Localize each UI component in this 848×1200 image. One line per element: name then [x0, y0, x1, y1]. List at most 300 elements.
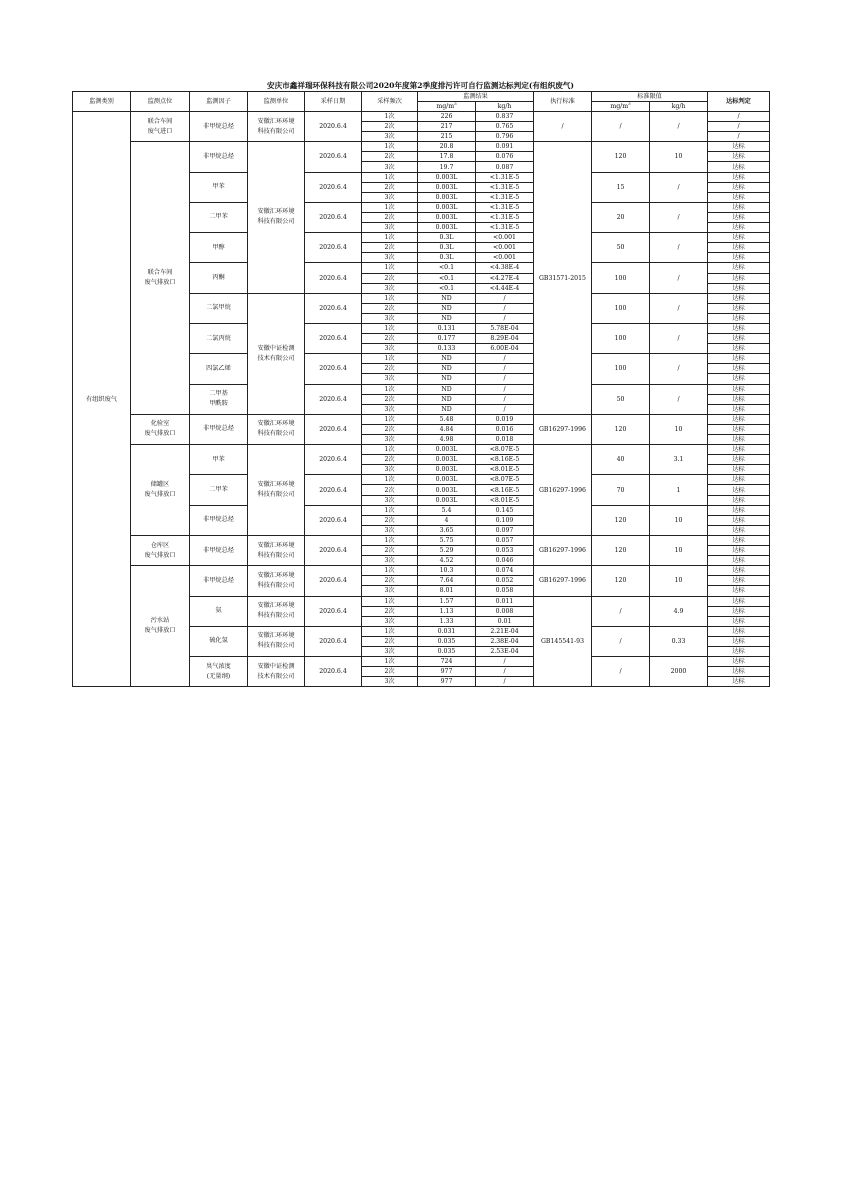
factor-cell: 硫化氢	[190, 626, 248, 656]
conc-cell: 0.003L	[418, 192, 476, 202]
point-cell: 联合车间 废气进口	[131, 112, 190, 142]
judge-cell: 达标	[708, 566, 770, 576]
conc-cell: 8.01	[418, 586, 476, 596]
freq-cell: 1次	[362, 142, 418, 152]
conc-cell: 0.003L	[418, 445, 476, 455]
date-cell: 2020.6.4	[305, 354, 362, 384]
conc-cell: 4.84	[418, 424, 476, 434]
judge-cell: 达标	[708, 172, 770, 182]
judge-cell: 达标	[708, 212, 770, 222]
rate-cell: /	[476, 657, 534, 667]
rate-cell: 0.008	[476, 606, 534, 616]
limit-rate-cell: /	[650, 112, 708, 142]
freq-cell: 3次	[362, 677, 418, 687]
unit-cell: 安徽汇环环境 科技有限公司	[248, 414, 305, 444]
conc-cell: 4.98	[418, 435, 476, 445]
judge-cell: 达标	[708, 445, 770, 455]
date-cell: 2020.6.4	[305, 112, 362, 142]
freq-cell: 1次	[362, 112, 418, 122]
limit-rate-cell: 0.33	[650, 626, 708, 656]
rate-cell: <8.07E-5	[476, 475, 534, 485]
judge-cell: 达标	[708, 515, 770, 525]
monitoring-table	[72, 91, 770, 687]
rate-cell: 0.011	[476, 596, 534, 606]
freq-cell: 3次	[362, 616, 418, 626]
factor-cell: 丙酮	[190, 263, 248, 293]
judge-cell: 达标	[708, 263, 770, 273]
date-cell: 2020.6.4	[305, 293, 362, 323]
limit-conc-cell: /	[592, 596, 650, 626]
judge-cell: 达标	[708, 596, 770, 606]
judge-cell: 达标	[708, 657, 770, 667]
limit-rate-cell: /	[650, 293, 708, 323]
freq-cell: 1次	[362, 354, 418, 364]
rate-cell: <0.001	[476, 243, 534, 253]
rate-cell: 0.109	[476, 515, 534, 525]
rate-cell: <4.44E-4	[476, 283, 534, 293]
date-cell: 2020.6.4	[305, 445, 362, 475]
conc-cell: 4	[418, 515, 476, 525]
unit-cell: 安徽汇环环境 科技有限公司	[248, 142, 305, 293]
judge-cell: 达标	[708, 485, 770, 495]
rate-cell: <8.16E-5	[476, 455, 534, 465]
rate-cell: 0.765	[476, 122, 534, 132]
factor-cell: 甲苯	[190, 445, 248, 475]
rate-cell: 0.091	[476, 142, 534, 152]
judge-cell: 达标	[708, 384, 770, 394]
judge-cell: 达标	[708, 586, 770, 596]
freq-cell: 2次	[362, 394, 418, 404]
conc-cell: 977	[418, 667, 476, 677]
conc-cell: 17.8	[418, 152, 476, 162]
unit-cell: 安徽汇环环境 科技有限公司	[248, 596, 305, 626]
judge-cell: 达标	[708, 546, 770, 556]
limit-rate-cell: 10	[650, 535, 708, 565]
conc-cell: 20.8	[418, 142, 476, 152]
judge-cell: 达标	[708, 475, 770, 485]
conc-cell: 19.7	[418, 162, 476, 172]
limit-conc-cell: 70	[592, 475, 650, 505]
judge-cell: 达标	[708, 142, 770, 152]
judge-cell: 达标	[708, 576, 770, 586]
limit-rate-cell: 1	[650, 475, 708, 505]
date-cell: 2020.6.4	[305, 414, 362, 444]
judge-cell: 达标	[708, 424, 770, 434]
freq-cell: 3次	[362, 374, 418, 384]
limit-rate-cell: /	[650, 323, 708, 353]
rate-cell: 2.21E-04	[476, 626, 534, 636]
rate-cell: 0.087	[476, 162, 534, 172]
freq-cell: 2次	[362, 667, 418, 677]
rate-cell: /	[476, 404, 534, 414]
judge-cell: 达标	[708, 435, 770, 445]
conc-cell: 0.003L	[418, 455, 476, 465]
standard-cell: GB16297-1996	[534, 535, 592, 565]
rate-cell: <1.31E-5	[476, 202, 534, 212]
header-limit-conc	[592, 102, 650, 112]
rate-cell: 0.076	[476, 152, 534, 162]
table-row	[73, 445, 770, 455]
limit-conc-cell: /	[592, 657, 650, 687]
factor-cell: 非甲烷总烃	[190, 535, 248, 565]
header-freq: 采样频次	[362, 92, 418, 112]
unit-cell: 安徽汇环环境 科技有限公司	[248, 566, 305, 596]
factor-cell: 二氯甲烷	[190, 293, 248, 323]
rate-cell: /	[476, 354, 534, 364]
rate-cell: 2.53E-04	[476, 646, 534, 656]
limit-conc-cell: 120	[592, 505, 650, 535]
conc-cell: 10.3	[418, 566, 476, 576]
limit-rate-cell: 10	[650, 566, 708, 596]
rate-cell: /	[476, 667, 534, 677]
freq-cell: 1次	[362, 384, 418, 394]
header-factor: 监测因子	[190, 92, 248, 112]
date-cell: 2020.6.4	[305, 626, 362, 656]
date-cell: 2020.6.4	[305, 323, 362, 353]
rate-cell: <1.31E-5	[476, 192, 534, 202]
freq-cell: 3次	[362, 132, 418, 142]
point-cell: 化验室 废气排放口	[131, 414, 190, 444]
judge-cell: 达标	[708, 455, 770, 465]
rate-cell: 0.016	[476, 424, 534, 434]
judge-cell: 达标	[708, 677, 770, 687]
date-cell: 2020.6.4	[305, 202, 362, 232]
judge-cell: 达标	[708, 626, 770, 636]
rate-cell: 0.046	[476, 556, 534, 566]
judge-cell: 达标	[708, 374, 770, 384]
judge-cell: 达标	[708, 273, 770, 283]
freq-cell: 2次	[362, 243, 418, 253]
header-limit-rate: kg/h	[650, 102, 708, 112]
rate-cell: /	[476, 303, 534, 313]
header-result: 监测结果	[418, 92, 534, 102]
freq-cell: 2次	[362, 546, 418, 556]
judge-cell: 达标	[708, 414, 770, 424]
conc-cell: 215	[418, 132, 476, 142]
limit-rate-cell: /	[650, 202, 708, 232]
point-cell: 储罐区 废气排放口	[131, 445, 190, 536]
judge-cell: 达标	[708, 394, 770, 404]
judge-cell: 达标	[708, 334, 770, 344]
freq-cell: 3次	[362, 283, 418, 293]
judge-cell: 达标	[708, 354, 770, 364]
standard-cell: GB16297-1996	[534, 414, 592, 444]
rate-cell: <8.16E-5	[476, 485, 534, 495]
conc-cell: 3.65	[418, 525, 476, 535]
table-row	[73, 142, 770, 152]
rate-cell: 2.38E-04	[476, 636, 534, 646]
conc-cell: 1.33	[418, 616, 476, 626]
judge-cell: 达标	[708, 556, 770, 566]
conc-cell: ND	[418, 374, 476, 384]
limit-conc-cell: 50	[592, 233, 650, 263]
standard-cell: GB145541-93	[534, 596, 592, 687]
limit-rate-cell: /	[650, 384, 708, 414]
conc-cell: 217	[418, 122, 476, 132]
conc-cell: 0.003L	[418, 172, 476, 182]
date-cell: 2020.6.4	[305, 505, 362, 535]
judge-cell: 达标	[708, 404, 770, 414]
limit-rate-cell: 10	[650, 414, 708, 444]
conc-cell: 0.3L	[418, 233, 476, 243]
rate-cell: 0.019	[476, 414, 534, 424]
rate-cell: 0.058	[476, 586, 534, 596]
freq-cell: 3次	[362, 223, 418, 233]
factor-cell: 非甲烷总烃	[190, 142, 248, 172]
conc-cell: ND	[418, 293, 476, 303]
freq-cell: 1次	[362, 505, 418, 515]
limit-conc-cell: 100	[592, 293, 650, 323]
rate-cell: 0.145	[476, 505, 534, 515]
judge-cell: 达标	[708, 525, 770, 535]
standard-cell: /	[534, 112, 592, 142]
standard-cell: GB16297-1996	[534, 566, 592, 596]
header-result-conc-label: mg/m	[436, 103, 455, 110]
limit-conc-cell: 20	[592, 202, 650, 232]
freq-cell: 1次	[362, 414, 418, 424]
conc-cell: 7.64	[418, 576, 476, 586]
date-cell: 2020.6.4	[305, 142, 362, 172]
table-row	[73, 566, 770, 576]
freq-cell: 3次	[362, 253, 418, 263]
rate-cell: /	[476, 313, 534, 323]
conc-cell: 0.3L	[418, 253, 476, 263]
conc-cell: ND	[418, 354, 476, 364]
factor-cell: 甲醇	[190, 233, 248, 263]
freq-cell: 1次	[362, 535, 418, 545]
judge-cell: 达标	[708, 192, 770, 202]
freq-cell: 3次	[362, 313, 418, 323]
rate-cell: 0.837	[476, 112, 534, 122]
limit-conc-cell: /	[592, 626, 650, 656]
conc-cell: 0.177	[418, 334, 476, 344]
conc-cell: 0.003L	[418, 223, 476, 233]
header-result-rate: kg/h	[476, 102, 534, 112]
conc-cell: 0.131	[418, 323, 476, 333]
factor-cell: 非甲烷总烃	[190, 566, 248, 596]
unit-cell: 安徽汇环环境 科技有限公司	[248, 626, 305, 656]
freq-cell: 3次	[362, 162, 418, 172]
factor-cell: 四氯乙烯	[190, 354, 248, 384]
judge-cell: 达标	[708, 202, 770, 212]
freq-cell: 2次	[362, 303, 418, 313]
freq-cell: 2次	[362, 212, 418, 222]
factor-cell: 非甲烷总烃	[190, 112, 248, 142]
conc-cell: 0.003L	[418, 465, 476, 475]
conc-cell: 0.003L	[418, 495, 476, 505]
factor-cell: 二氯丙烷	[190, 323, 248, 353]
freq-cell: 1次	[362, 596, 418, 606]
freq-cell: 2次	[362, 485, 418, 495]
conc-cell: <0.1	[418, 263, 476, 273]
freq-cell: 1次	[362, 445, 418, 455]
factor-cell: 非甲烷总烃	[190, 505, 248, 535]
conc-cell: 0.035	[418, 636, 476, 646]
rate-cell: <8.07E-5	[476, 445, 534, 455]
rate-cell: /	[476, 384, 534, 394]
rate-cell: 0.057	[476, 535, 534, 545]
conc-cell: 226	[418, 112, 476, 122]
judge-cell: 达标	[708, 616, 770, 626]
judge-cell: 达标	[708, 505, 770, 515]
rate-cell: /	[476, 374, 534, 384]
date-cell: 2020.6.4	[305, 566, 362, 596]
header-limit-conc-sup: 3	[628, 101, 631, 106]
freq-cell: 1次	[362, 172, 418, 182]
limit-conc-cell: 120	[592, 566, 650, 596]
rate-cell: <1.31E-5	[476, 223, 534, 233]
rate-cell: /	[476, 394, 534, 404]
limit-rate-cell: 10	[650, 142, 708, 172]
conc-cell: ND	[418, 313, 476, 323]
judge-cell: 达标	[708, 323, 770, 333]
limit-conc-cell: 50	[592, 384, 650, 414]
date-cell: 2020.6.4	[305, 172, 362, 202]
freq-cell: 2次	[362, 576, 418, 586]
limit-rate-cell: 10	[650, 505, 708, 535]
page-title: 安庆市鑫祥瑞环保科技有限公司2020年度第2季度排污许可自行监测达标判定(有组织废气)	[267, 81, 574, 90]
header-date: 采样日期	[305, 92, 362, 112]
conc-cell: ND	[418, 364, 476, 374]
factor-cell: 二甲苯	[190, 202, 248, 232]
factor-cell: 二甲苯	[190, 475, 248, 505]
judge-cell: 达标	[708, 313, 770, 323]
freq-cell: 2次	[362, 122, 418, 132]
freq-cell: 2次	[362, 364, 418, 374]
conc-cell: ND	[418, 404, 476, 414]
judge-cell: 达标	[708, 243, 770, 253]
table-header	[73, 92, 770, 112]
header-limit: 标准限值	[592, 92, 708, 102]
judge-cell: 达标	[708, 182, 770, 192]
judge-cell: 达标	[708, 283, 770, 293]
judge-cell: 达标	[708, 667, 770, 677]
rate-cell: 0.796	[476, 132, 534, 142]
limit-rate-cell: 2000	[650, 657, 708, 687]
header-limit-conc-label: mg/m	[610, 103, 629, 110]
freq-cell: 2次	[362, 424, 418, 434]
rate-cell: 0.053	[476, 546, 534, 556]
factor-cell: 氨	[190, 596, 248, 626]
limit-conc-cell: 40	[592, 445, 650, 475]
conc-cell: 5.48	[418, 414, 476, 424]
judge-cell: 达标	[708, 303, 770, 313]
unit-cell: 安徽汇环环境 科技有限公司	[248, 535, 305, 565]
header-point: 监测点位	[131, 92, 190, 112]
judge-cell: 达标	[708, 535, 770, 545]
table-row	[73, 535, 770, 545]
limit-conc-cell: /	[592, 112, 650, 142]
date-cell: 2020.6.4	[305, 263, 362, 293]
judge-cell: 达标	[708, 495, 770, 505]
conc-cell: 977	[418, 677, 476, 687]
point-cell: 污水站 废气排放口	[131, 566, 190, 687]
limit-conc-cell: 120	[592, 142, 650, 172]
rate-cell: <1.31E-5	[476, 182, 534, 192]
judge-cell: 达标	[708, 636, 770, 646]
unit-cell: 安徽中证检测 技术有限公司	[248, 293, 305, 414]
rate-cell: /	[476, 293, 534, 303]
judge-cell: /	[708, 122, 770, 132]
rate-cell: <8.01E-5	[476, 465, 534, 475]
header-judge: 达标判定	[708, 92, 770, 112]
freq-cell: 2次	[362, 334, 418, 344]
header-category: 监测类别	[73, 92, 131, 112]
rate-cell: 8.29E-04	[476, 334, 534, 344]
conc-cell: <0.1	[418, 273, 476, 283]
conc-cell: 1.13	[418, 606, 476, 616]
rate-cell: <1.31E-5	[476, 212, 534, 222]
unit-cell: 安徽汇环环境 科技有限公司	[248, 445, 305, 536]
date-cell: 2020.6.4	[305, 475, 362, 505]
freq-cell: 1次	[362, 202, 418, 212]
conc-cell: 0.003L	[418, 182, 476, 192]
rate-cell: 0.052	[476, 576, 534, 586]
conc-cell: 5.75	[418, 535, 476, 545]
freq-cell: 3次	[362, 646, 418, 656]
point-cell: 联合车间 废气排放口	[131, 142, 190, 415]
conc-cell: 4.52	[418, 556, 476, 566]
freq-cell: 3次	[362, 435, 418, 445]
rate-cell: 0.018	[476, 435, 534, 445]
rate-cell: /	[476, 364, 534, 374]
judge-cell: 达标	[708, 233, 770, 243]
freq-cell: 3次	[362, 344, 418, 354]
freq-cell: 2次	[362, 636, 418, 646]
rate-cell: 0.097	[476, 525, 534, 535]
table-body	[73, 112, 770, 687]
judge-cell: 达标	[708, 223, 770, 233]
limit-rate-cell: 3.1	[650, 445, 708, 475]
freq-cell: 2次	[362, 606, 418, 616]
judge-cell: 达标	[708, 253, 770, 263]
unit-cell: 安徽中证检测 技术有限公司	[248, 657, 305, 687]
judge-cell: 达标	[708, 465, 770, 475]
conc-cell: 0.003L	[418, 202, 476, 212]
rate-cell: 0.074	[476, 566, 534, 576]
factor-cell: 臭气浓度 (无量纲)	[190, 657, 248, 687]
table-row	[73, 112, 770, 122]
conc-cell: 0.003L	[418, 212, 476, 222]
date-cell: 2020.6.4	[305, 384, 362, 414]
freq-cell: 1次	[362, 566, 418, 576]
conc-cell: ND	[418, 394, 476, 404]
limit-conc-cell: 120	[592, 414, 650, 444]
limit-conc-cell: 120	[592, 535, 650, 565]
conc-cell: 5.4	[418, 505, 476, 515]
limit-conc-cell: 100	[592, 263, 650, 293]
freq-cell: 2次	[362, 152, 418, 162]
judge-cell: 达标	[708, 646, 770, 656]
freq-cell: 1次	[362, 475, 418, 485]
conc-cell: 0.035	[418, 646, 476, 656]
date-cell: 2020.6.4	[305, 596, 362, 626]
conc-cell: <0.1	[418, 283, 476, 293]
header-standard: 执行标准	[534, 92, 592, 112]
unit-cell: 安徽汇环环境 科技有限公司	[248, 112, 305, 142]
freq-cell: 3次	[362, 465, 418, 475]
conc-cell: 0.003L	[418, 485, 476, 495]
judge-cell: 达标	[708, 162, 770, 172]
rate-cell: <8.01E-5	[476, 495, 534, 505]
freq-cell: 1次	[362, 293, 418, 303]
conc-cell: ND	[418, 384, 476, 394]
freq-cell: 1次	[362, 626, 418, 636]
limit-rate-cell: 4.9	[650, 596, 708, 626]
rate-cell: <4.27E-4	[476, 273, 534, 283]
conc-cell: 1.57	[418, 596, 476, 606]
conc-cell: 0.133	[418, 344, 476, 354]
